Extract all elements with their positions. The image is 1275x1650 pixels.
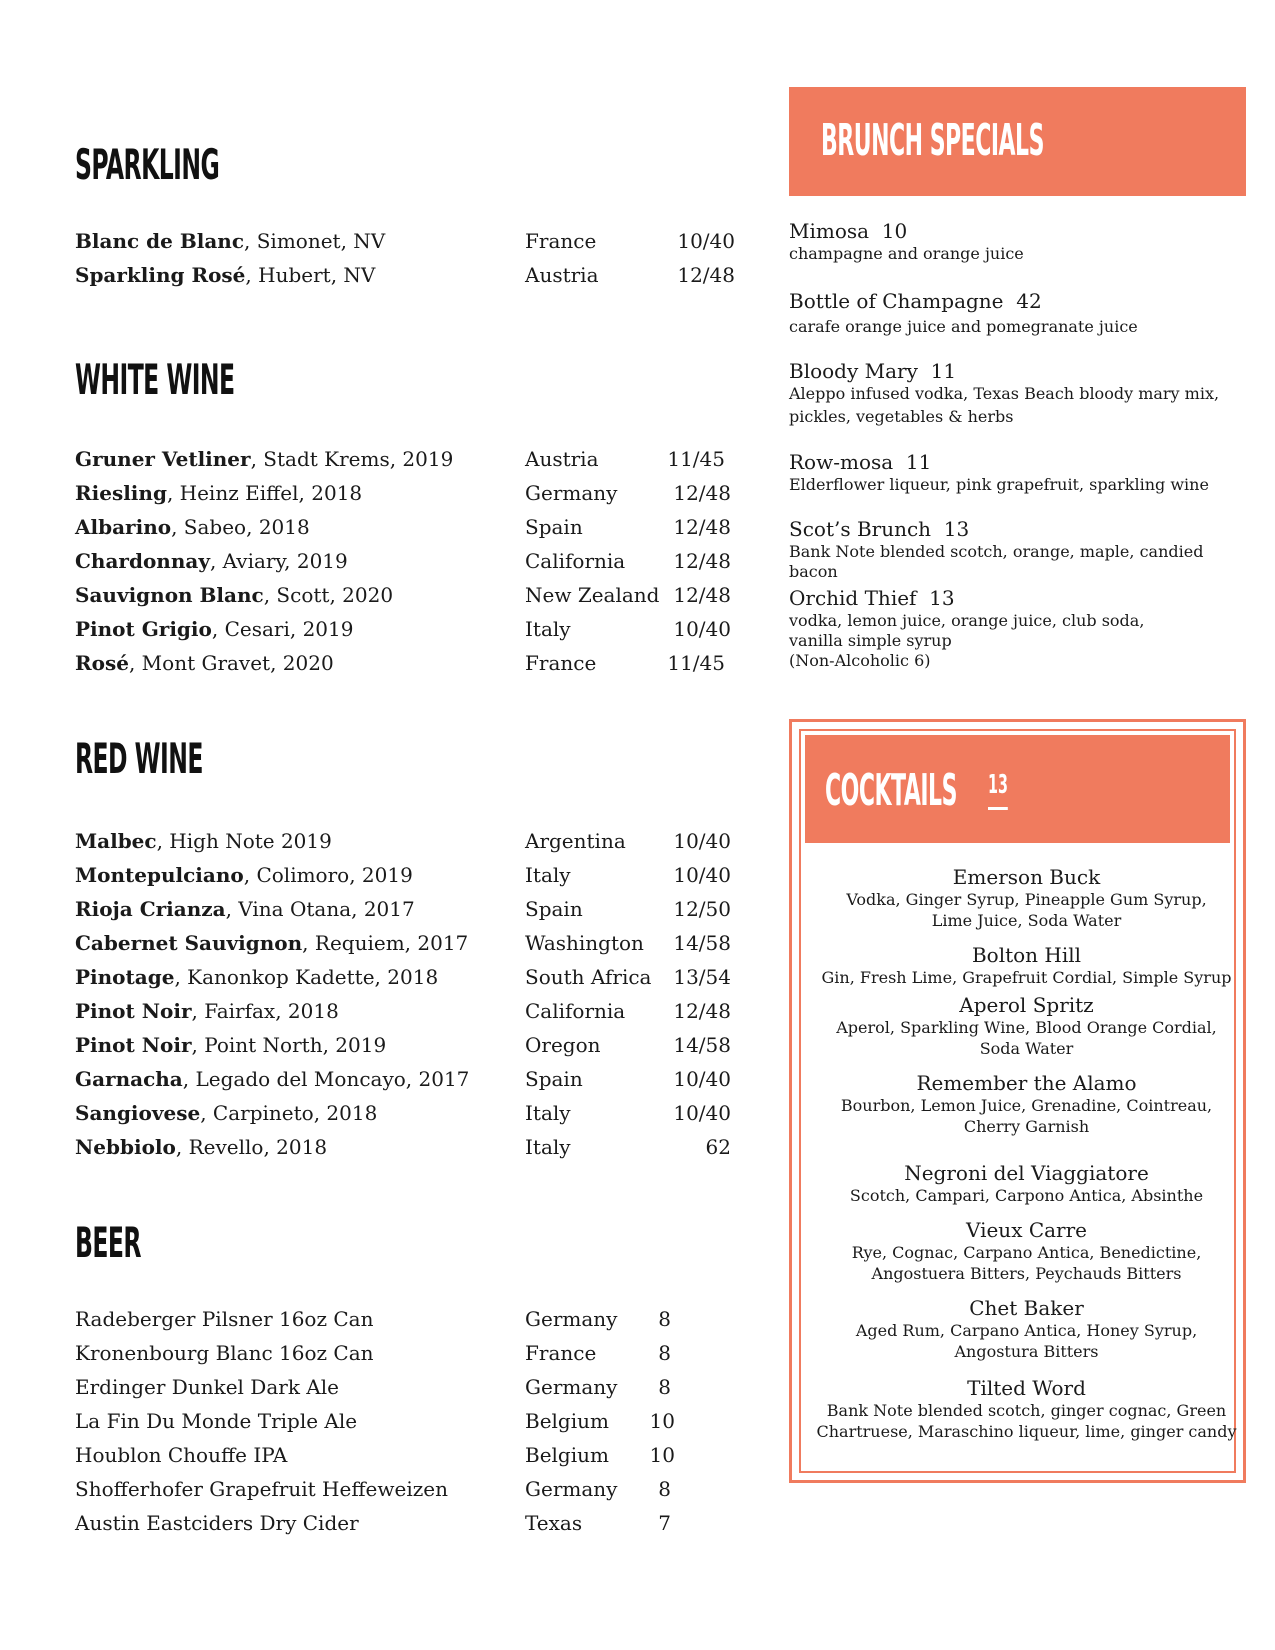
wine-name: Sangiovese: [75, 1101, 201, 1125]
wine-detail: , Legado del Moncayo, 2017: [182, 1067, 470, 1091]
beer-name: Radeberger Pilsner 16oz Can: [75, 1307, 374, 1331]
wine-detail: , Aviary, 2019: [209, 549, 348, 573]
wine-country: France: [525, 229, 597, 253]
wine-detail: , Kanonkop Kadette, 2018: [174, 965, 439, 989]
beer-country: Texas: [525, 1511, 583, 1535]
sparkling-item: [75, 258, 735, 292]
brunch-item-desc: vanilla simple syrup: [789, 631, 952, 650]
red-wine-item: [75, 824, 735, 858]
red-wine-item: [75, 926, 735, 960]
brunch-item: [789, 585, 1144, 671]
red-wine-item: [75, 994, 735, 1028]
white-wine-list: [75, 442, 735, 680]
cocktail-desc: Gin, Fresh Lime, Grapefruit Cordial, Simple Syrup: [821, 968, 1232, 987]
beer-list: [75, 1302, 675, 1540]
wine-name: Sauvignon Blanc: [75, 583, 264, 607]
wine-name: Pinot Noir: [75, 999, 192, 1023]
beer-name: Kronenbourg Blanc 16oz Can: [75, 1341, 374, 1365]
wine-price: 10/40: [673, 829, 731, 853]
wine-detail: , Sabeo, 2018: [171, 515, 310, 539]
brunch-item-price: 11: [930, 359, 957, 383]
wine-name: Rioja Crianza: [75, 897, 226, 921]
wine-country: Germany: [525, 481, 618, 505]
wine-detail: , Requiem, 2017: [302, 931, 469, 955]
brunch-item-desc: Elderflower liqueur, pink grapefruit, sparkling wine: [789, 475, 1209, 494]
cocktails-inner-border: [799, 729, 1236, 1473]
wine-price: 11/45: [667, 651, 725, 675]
beer-price: 10: [649, 1443, 675, 1467]
wine-price: 12/48: [673, 549, 731, 573]
red-wine-item: [75, 892, 735, 926]
wine-detail: , Scott, 2020: [263, 583, 394, 607]
wine-price: 10/40: [673, 1067, 731, 1091]
wine-country: Italy: [525, 617, 571, 641]
wine-price: 11/45: [667, 447, 725, 471]
cocktails-box: [789, 719, 1246, 1483]
cocktail-desc: Aged Rum, Carpano Antica, Honey Syrup,: [855, 1321, 1198, 1340]
wine-country: California: [525, 549, 626, 573]
wine-price: 14/58: [673, 931, 731, 955]
wine-detail: , Vina Otana, 2017: [225, 897, 415, 921]
wine-detail: , Fairfax, 2018: [191, 999, 339, 1023]
wine-price: 10/40: [677, 229, 735, 253]
brunch-item-price: 10: [881, 219, 908, 243]
cocktail-name: Vieux Carre: [965, 1218, 1088, 1242]
beer-item: [75, 1438, 675, 1472]
beer-country: Germany: [525, 1375, 618, 1399]
wine-price: 62: [705, 1135, 731, 1159]
wine-price: 10/40: [673, 863, 731, 887]
cocktails-price: 13: [988, 763, 1008, 810]
brunch-specials-title: BRUNCH SPECIALS: [821, 115, 1044, 166]
beer-price: 10: [649, 1409, 675, 1433]
brunch-item-name: Bottle of Champagne: [789, 289, 1004, 313]
wine-name: Riesling: [75, 481, 167, 505]
red-wine-item: [75, 858, 735, 892]
brunch-item-desc: vodka, lemon juice, orange juice, club soda,: [789, 611, 1145, 630]
red-wine-item: [75, 1130, 735, 1164]
cocktail-item: [801, 865, 1252, 931]
sparkling-heading: SPARKLING: [75, 140, 220, 189]
cocktail-desc: Rye, Cognac, Carpano Antica, Benedictine,: [851, 1243, 1202, 1262]
beer-item: [75, 1472, 675, 1506]
beer-item: [75, 1336, 675, 1370]
cocktail-name: Emerson Buck: [952, 865, 1101, 889]
brunch-item: [789, 516, 1249, 582]
white-wine-item: [75, 612, 735, 646]
wine-detail: , Colimoro, 2019: [243, 863, 413, 887]
wine-country: Italy: [525, 863, 571, 887]
cocktail-desc: Angostura Bitters: [954, 1342, 1099, 1361]
cocktail-name: Remember the Alamo: [916, 1071, 1137, 1095]
beer-price: 8: [658, 1307, 671, 1331]
wine-price: 12/48: [673, 583, 731, 607]
cocktail-name: Bolton Hill: [971, 943, 1082, 967]
beer-name: Houblon Chouffe IPA: [75, 1443, 288, 1467]
white-wine-heading: WHITE WINE: [75, 355, 235, 404]
sparkling-list: [75, 224, 735, 292]
wine-country: Austria: [525, 263, 599, 287]
cocktail-desc: Lime Juice, Soda Water: [931, 911, 1122, 930]
brunch-item: [789, 218, 1024, 264]
cocktail-name: Aperol Spritz: [959, 993, 1094, 1017]
brunch-item-name: Row-mosa: [789, 450, 894, 474]
white-wine-item: [75, 578, 735, 612]
wine-detail: , Simonet, NV: [244, 229, 386, 253]
sparkling-item: [75, 224, 735, 258]
white-wine-item: [75, 442, 735, 476]
beer-country: Germany: [525, 1307, 618, 1331]
brunch-item: [789, 288, 1138, 337]
beer-name: La Fin Du Monde Triple Ale: [75, 1409, 358, 1433]
wine-country: California: [525, 999, 626, 1023]
cocktail-name: Chet Baker: [969, 1296, 1084, 1320]
beer-name: Erdinger Dunkel Dark Ale: [75, 1375, 339, 1399]
cocktail-desc: Scotch, Campari, Carpono Antica, Absinthe: [849, 1186, 1204, 1205]
wine-name: Sparkling Rosé: [75, 263, 246, 287]
beer-name: Shofferhofer Grapefruit Heffeweizen: [75, 1477, 448, 1501]
beer-item: [75, 1370, 675, 1404]
brunch-item: [789, 449, 1209, 495]
beer-heading: BEER: [75, 1218, 141, 1267]
white-wine-item: [75, 510, 735, 544]
wine-country: Spain: [525, 897, 583, 921]
wine-name: Rosé: [75, 651, 129, 675]
brunch-item-price: 13: [929, 586, 955, 610]
cocktail-item: [801, 1161, 1252, 1206]
wine-name: Gruner Vetliner: [75, 447, 251, 471]
wine-country: South Africa: [525, 965, 652, 989]
red-wine-item: [75, 1028, 735, 1062]
wine-country: New Zealand: [525, 583, 660, 607]
wine-name: Blanc de Blanc: [75, 229, 244, 253]
brunch-item-price: 13: [943, 517, 970, 541]
cocktail-item: [801, 1071, 1252, 1137]
beer-item: [75, 1506, 675, 1540]
brunch-item-desc: Aleppo infused vodka, Texas Beach bloody mary mix,: [789, 384, 1220, 403]
cocktails-title: COCKTAILS: [825, 765, 957, 816]
beer-country: Belgium: [525, 1409, 609, 1433]
beer-price: 8: [658, 1477, 671, 1501]
wine-price: 12/50: [673, 897, 731, 921]
beer-name: Austin Eastciders Dry Cider: [75, 1511, 359, 1535]
wine-detail: , High Note 2019: [156, 829, 332, 853]
wine-detail: , Hubert, NV: [245, 263, 376, 287]
wine-country: France: [525, 651, 597, 675]
wine-detail: , Stadt Krems, 2019: [250, 447, 454, 471]
wine-country: Austria: [525, 447, 599, 471]
brunch-item-desc: Bank Note blended scotch, orange, maple, candied bacon: [789, 542, 1204, 581]
brunch-item-name: Scot’s Brunch: [789, 517, 932, 541]
wine-country: Washington: [525, 931, 644, 955]
white-wine-item: [75, 646, 735, 680]
cocktail-item: [801, 993, 1252, 1059]
white-wine-item: [75, 544, 735, 578]
cocktail-desc: Soda Water: [979, 1039, 1074, 1058]
wine-price: 10/40: [673, 1101, 731, 1125]
wine-price: 14/58: [673, 1033, 731, 1057]
wine-detail: , Point North, 2019: [191, 1033, 387, 1057]
cocktail-desc: Vodka, Ginger Syrup, Pineapple Gum Syrup,: [846, 890, 1207, 909]
red-wine-item: [75, 1062, 735, 1096]
beer-item: [75, 1302, 675, 1336]
cocktail-desc: Bank Note blended scotch, ginger cognac, Green: [826, 1401, 1227, 1420]
wine-name: Albarino: [75, 515, 172, 539]
cocktail-item: [801, 943, 1252, 988]
wine-price: 13/54: [673, 965, 731, 989]
wine-name: Pinotage: [75, 965, 175, 989]
beer-price: 8: [658, 1341, 671, 1365]
beer-item: [75, 1404, 675, 1438]
wine-price: 10/40: [673, 617, 731, 641]
wine-name: Chardonnay: [75, 549, 210, 573]
wine-country: Argentina: [525, 829, 626, 853]
brunch-item-name: Bloody Mary: [789, 359, 918, 383]
brunch-item-desc: (Non-Alcoholic 6): [789, 651, 931, 670]
beer-country: France: [525, 1341, 597, 1365]
cocktails-banner: [805, 735, 1230, 843]
cocktail-item: [801, 1296, 1252, 1362]
cocktail-desc: Bourbon, Lemon Juice, Grenadine, Cointreau,: [840, 1096, 1213, 1115]
red-wine-item: [75, 960, 735, 994]
white-wine-item: [75, 476, 735, 510]
wine-name: Montepulciano: [75, 863, 244, 887]
cocktail-desc: Chartruese, Maraschino liqueur, lime, ginger candy: [816, 1422, 1237, 1441]
cocktail-name: Negroni del Viaggiatore: [904, 1161, 1149, 1185]
beer-country: Germany: [525, 1477, 618, 1501]
red-wine-list: [75, 824, 735, 1164]
wine-name: Nebbiolo: [75, 1135, 176, 1159]
wine-name: Malbec: [75, 829, 157, 853]
wine-price: 12/48: [673, 999, 731, 1023]
cocktail-name: Tilted Word: [967, 1376, 1086, 1400]
red-wine-item: [75, 1096, 735, 1130]
brunch-item-price: 11: [905, 450, 932, 474]
brunch-specials-banner: [789, 87, 1246, 196]
wine-detail: , Carpineto, 2018: [200, 1101, 378, 1125]
wine-name: Pinot Noir: [75, 1033, 192, 1057]
wine-price: 12/48: [677, 263, 735, 287]
cocktail-item: [801, 1376, 1252, 1442]
wine-price: 12/48: [673, 515, 731, 539]
wine-price: 12/48: [673, 481, 731, 505]
brunch-item-desc: pickles, vegetables & herbs: [789, 407, 1014, 426]
red-wine-heading: RED WINE: [75, 734, 203, 783]
cocktail-item: [801, 1218, 1252, 1284]
brunch-item: [789, 358, 1219, 427]
wine-country: Italy: [525, 1135, 571, 1159]
wine-detail: , Revello, 2018: [175, 1135, 328, 1159]
wine-name: Garnacha: [75, 1067, 183, 1091]
beer-price: 7: [658, 1511, 671, 1535]
wine-country: Oregon: [525, 1033, 601, 1057]
brunch-item-price: 42: [1016, 289, 1042, 313]
beer-country: Belgium: [525, 1443, 609, 1467]
brunch-item-name: Mimosa: [789, 219, 870, 243]
cocktail-desc: Cherry Garnish: [963, 1117, 1090, 1136]
brunch-item-name: Orchid Thief: [789, 586, 917, 610]
wine-detail: , Cesari, 2019: [211, 617, 354, 641]
wine-country: Italy: [525, 1101, 571, 1125]
wine-name: Pinot Grigio: [75, 617, 212, 641]
cocktail-desc: Aperol, Sparkling Wine, Blood Orange Cordial,: [836, 1018, 1217, 1037]
wine-detail: , Mont Gravet, 2020: [128, 651, 334, 675]
wine-country: Spain: [525, 1067, 583, 1091]
wine-detail: , Heinz Eiffel, 2018: [166, 481, 363, 505]
wine-name: Cabernet Sauvignon: [75, 931, 303, 955]
cocktail-desc: Angostuera Bitters, Peychauds Bitters: [871, 1264, 1182, 1283]
brunch-item-desc: carafe orange juice and pomegranate juice: [789, 317, 1138, 336]
beer-price: 8: [658, 1375, 671, 1399]
wine-country: Spain: [525, 515, 583, 539]
brunch-item-desc: champagne and orange juice: [789, 244, 1024, 263]
